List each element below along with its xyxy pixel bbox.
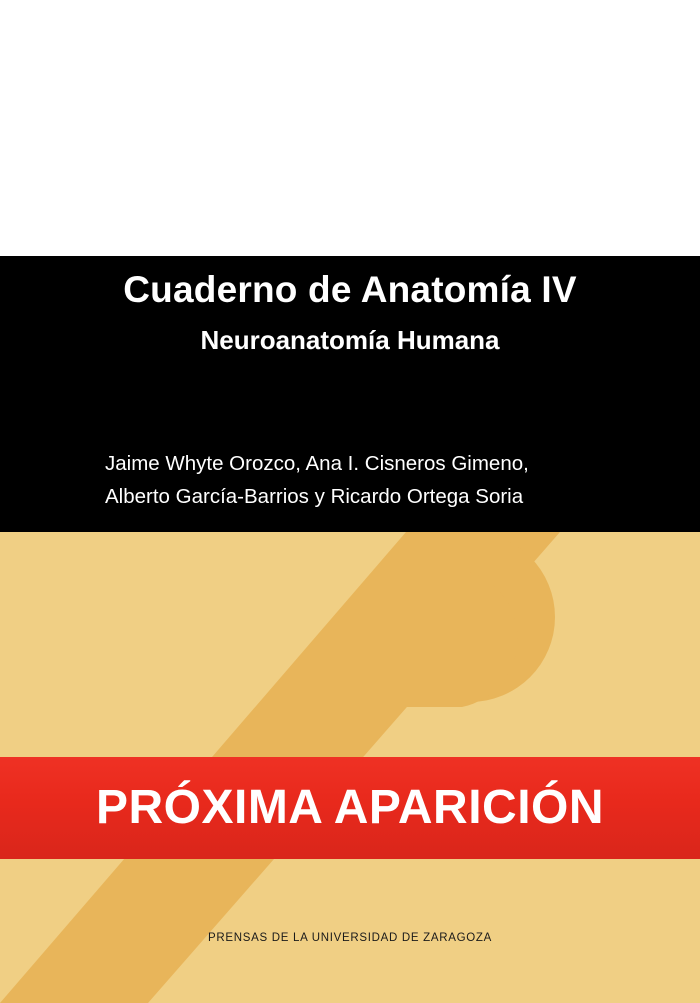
- title-block: [0, 268, 700, 356]
- authors-line-2: Alberto García-Barrios y Ricardo Ortega Soria: [105, 485, 524, 509]
- authors-block: [105, 447, 605, 513]
- page-title: Cuaderno de Anatomía IV: [123, 269, 577, 310]
- page-subtitle: Neuroanatomía Humana: [200, 324, 500, 355]
- status-badge-label: PRÓXIMA APARICIÓN: [95, 781, 605, 834]
- authors-line-1: Jaime Whyte Orozco, Ana I. Cisneros Gimeno,: [105, 452, 529, 475]
- publisher-line: PRENSAS DE LA UNIVERSIDAD DE ZARAGOZA: [207, 932, 493, 944]
- top-white-band: [0, 0, 700, 256]
- status-badge: [0, 757, 700, 859]
